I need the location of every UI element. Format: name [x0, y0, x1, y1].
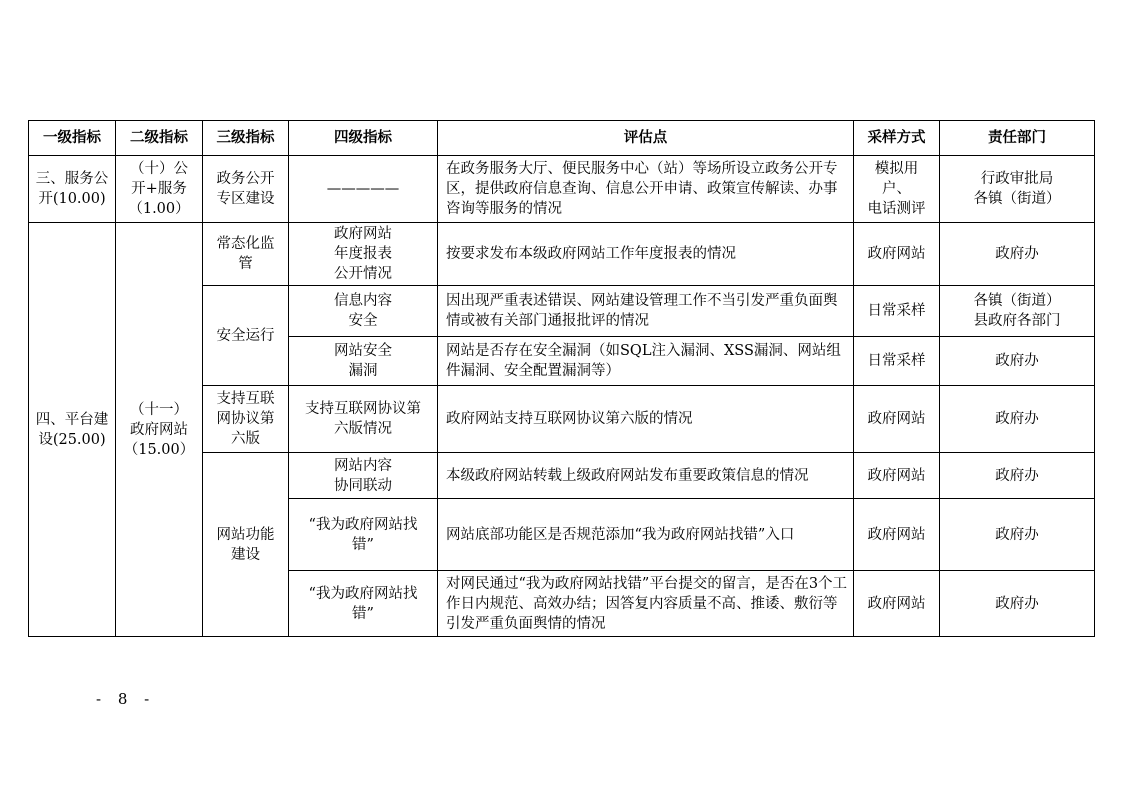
sampling-method-cell: 政府网站	[854, 386, 940, 453]
level3-cell: 常态化监 管	[203, 223, 289, 286]
responsible-dept-cell: 政府办	[940, 499, 1095, 571]
assessment-point-cell: 按要求发布本级政府网站工作年度报表的情况	[438, 223, 854, 286]
assessment-point-cell: 在政务服务大厅、便民服务中心（站）等场所设立政务公开专区，提供政府信息查询、信息公开申请、政策宣传解读、办事咨询等服务的情况	[438, 156, 854, 223]
table-row	[29, 156, 1095, 223]
table-header-row	[29, 121, 1095, 156]
responsible-dept-cell: 政府办	[940, 453, 1095, 499]
page-number: - 8 -	[96, 690, 156, 708]
header-level4: 四级指标	[289, 121, 438, 156]
level4-cell: 网站内容 协同联动	[289, 453, 438, 499]
header-sampling-method: 采样方式	[854, 121, 940, 156]
assessment-point-cell: 政府网站支持互联网协议第六版的情况	[438, 386, 854, 453]
level3-cell: 支持互联 网协议第 六版	[203, 386, 289, 453]
level4-cell: 支持互联网协议第 六版情况	[289, 386, 438, 453]
sampling-method-cell: 日常采样	[854, 337, 940, 386]
header-level3: 三级指标	[203, 121, 289, 156]
header-level1: 一级指标	[29, 121, 116, 156]
responsible-dept-cell: 政府办	[940, 223, 1095, 286]
header-assessment-point: 评估点	[438, 121, 854, 156]
sampling-method-cell: 政府网站	[854, 499, 940, 571]
table-row	[29, 223, 1095, 286]
level4-cell: 政府网站 年度报表 公开情况	[289, 223, 438, 286]
level4-cell: “我为政府网站找 错”	[289, 499, 438, 571]
sampling-method-cell: 政府网站	[854, 223, 940, 286]
level2-cell: （十）公 开+服务 （1.00）	[116, 156, 203, 223]
header-level2: 二级指标	[116, 121, 203, 156]
level3-cell: 安全运行	[203, 286, 289, 386]
assessment-point-cell: 本级政府网站转载上级政府网站发布重要政策信息的情况	[438, 453, 854, 499]
level3-cell: 网站功能 建设	[203, 453, 289, 637]
assessment-point-cell: 网站是否存在安全漏洞（如SQL注入漏洞、XSS漏洞、网站组件漏洞、安全配置漏洞等）	[438, 337, 854, 386]
level4-cell: 网站安全 漏洞	[289, 337, 438, 386]
header-responsible-dept: 责任部门	[940, 121, 1095, 156]
responsible-dept-cell: 政府办	[940, 337, 1095, 386]
sampling-method-cell: 政府网站	[854, 453, 940, 499]
sampling-method-cell: 模拟用 户、 电话测评	[854, 156, 940, 223]
assessment-point-cell: 因出现严重表述错误、网站建设管理工作不当引发严重负面舆情或被有关部门通报批评的情况	[438, 286, 854, 337]
level1-cell: 四、平台建 设(25.00)	[29, 223, 116, 637]
level3-cell: 政务公开 专区建设	[203, 156, 289, 223]
level1-cell: 三、服务公 开(10.00)	[29, 156, 116, 223]
level4-cell: 信息内容 安全	[289, 286, 438, 337]
level4-cell: “我为政府网站找 错”	[289, 571, 438, 637]
sampling-method-cell: 日常采样	[854, 286, 940, 337]
sampling-method-cell: 政府网站	[854, 571, 940, 637]
level4-cell: —————	[289, 156, 438, 223]
responsible-dept-cell: 政府办	[940, 571, 1095, 637]
level2-cell: （十一） 政府网站 （15.00）	[116, 223, 203, 637]
responsible-dept-cell: 各镇（街道） 县政府各部门	[940, 286, 1095, 337]
assessment-point-cell: 对网民通过“我为政府网站找错”平台提交的留言，是否在3个工作日内规范、高效办结；因答复内容质量不高、推诿、敷衍等引发严重负面舆情的情况	[438, 571, 854, 637]
responsible-dept-cell: 政府办	[940, 386, 1095, 453]
assessment-point-cell: 网站底部功能区是否规范添加“我为政府网站找错”入口	[438, 499, 854, 571]
responsible-dept-cell: 行政审批局 各镇（街道）	[940, 156, 1095, 223]
indicator-table	[28, 120, 1095, 637]
